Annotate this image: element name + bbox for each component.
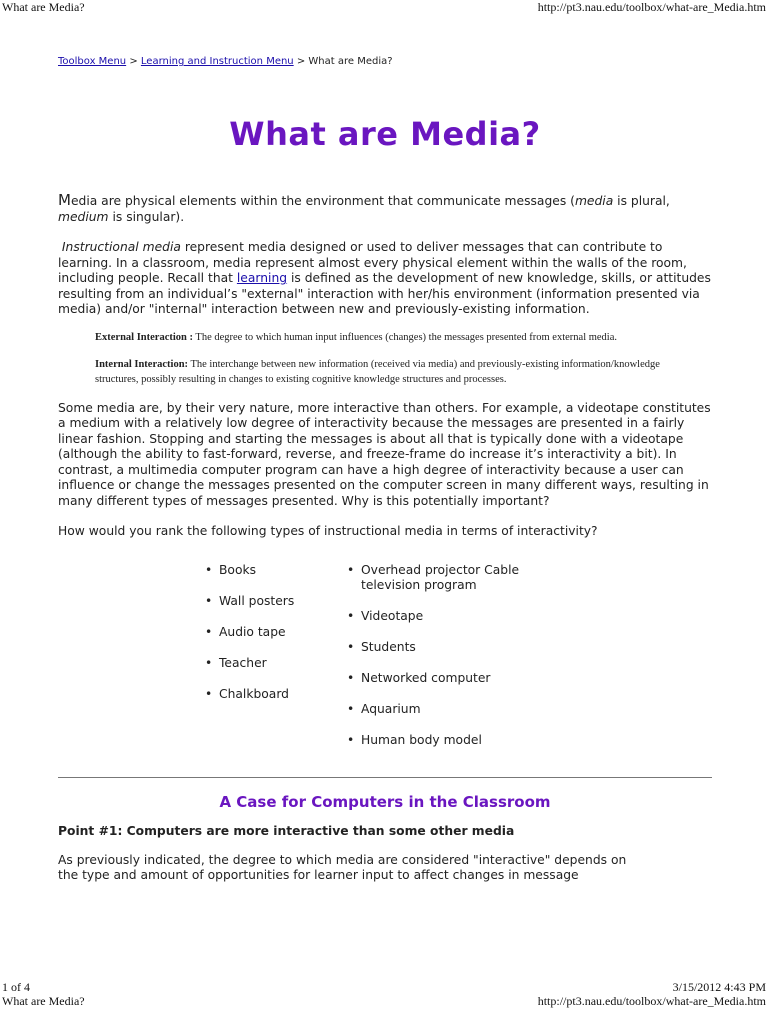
media-lists — [58, 563, 712, 763]
intro-paragraph — [58, 193, 712, 225]
intro-emphasis: medium — [58, 209, 109, 224]
page-content — [58, 56, 712, 884]
ranking-question: How would you rank the following types of instructional media in terms of interactivity? — [58, 524, 598, 538]
list-item: • Audio tape — [203, 625, 333, 640]
print-datetime: 3/15/2012 4:43 PM — [672, 980, 766, 994]
intro-text: is plural, — [613, 194, 670, 208]
media-list-left — [203, 563, 333, 718]
definition-term: External Interaction : — [95, 331, 193, 343]
breadcrumb-separator: > — [129, 56, 138, 67]
internal-interaction-definition — [95, 357, 685, 387]
print-footer-page — [0, 980, 768, 994]
media-list-right — [345, 563, 545, 764]
intro-emphasis: media — [574, 194, 614, 208]
list-item: • Teacher — [203, 656, 333, 671]
print-header — [0, 0, 768, 14]
breadcrumb-current: What are Media? — [308, 56, 393, 67]
page-title: What are Media? — [229, 115, 541, 153]
definition-text: The interchange between new information (received via media) and previously-existing information/knowledge structures, possibly resulting in changes to existing cognitive knowledge structures and processes. — [95, 358, 660, 385]
breadcrumb-toolbox-menu-link[interactable]: Toolbox Menu — [58, 56, 127, 67]
list-item: • Aquarium — [345, 702, 545, 717]
section-divider — [58, 777, 712, 778]
interactivity-paragraph: Some media are, by their very nature, more interactive than others. For example, a videotape constitutes a medium with a relatively low degree of interactivity because the messages are presented in a fairly linear fashion. Stopping and starting the messages is about all that is typically done with a videotape (although the ability to fast-forward, reverse, and freeze-frame do increase it’s interactivity a bit). In contrast, a multimedia computer program can have a high degree of interactivity because a user can influence or change the messages presented on the computer screen in many different ways, resulting in many different types of messages presented. Why is this potentially important? — [58, 400, 711, 508]
list-item: • Networked computer — [345, 671, 545, 686]
learning-link[interactable]: learning — [236, 271, 288, 285]
list-item: • Wall posters — [203, 594, 333, 609]
print-header-url: http://pt3.nau.edu/toolbox/what-are_Media.htm — [537, 0, 766, 14]
list-item: • Students — [345, 640, 545, 655]
print-header-title: What are Media? — [2, 0, 85, 14]
point-1-text: As previously indicated, the degree to which media are considered "interactive" depends on the type and amount of opportunities for learner input to affect changes in message — [58, 852, 627, 882]
print-footer-source — [0, 994, 768, 1008]
print-footer-url: http://pt3.nau.edu/toolbox/what-are_Media.htm — [537, 994, 766, 1008]
list-item: • Chalkboard — [203, 687, 333, 702]
paragraph-text: represent media designed or used to deliver messages that can contribute to learning. In a classroom, media represent almost every physical element within the walls of the room, including people. Recall that — [58, 240, 687, 285]
intro-text: is singular). — [108, 209, 185, 224]
point-1-heading: Point #1: Computers are more interactive than some other media — [58, 823, 515, 838]
section-title: A Case for Computers in the Classroom — [219, 792, 551, 811]
list-item: • Overhead projector Cable television program — [345, 563, 545, 593]
breadcrumb — [58, 56, 712, 67]
list-item: • Human body model — [345, 733, 545, 748]
paragraph-text: is defined as the development of new knowledge, skills, or attitudes resulting from an individual’s "external" interaction with her/his environment (information presented via media) and/or "internal" interaction between new and previously-existing information. — [58, 271, 711, 316]
list-item: • Videotape — [345, 609, 545, 624]
instructional-media-term: Instructional media — [61, 240, 181, 254]
external-interaction-definition — [95, 330, 685, 345]
breadcrumb-learning-menu-link[interactable]: Learning and Instruction Menu — [140, 56, 294, 67]
print-footer-title: What are Media? — [2, 994, 85, 1008]
definition-term: Internal Interaction: — [95, 358, 189, 370]
drop-letter: M — [58, 191, 71, 209]
definition-text: The degree to which human input influences (changes) the messages presented from external media. — [192, 331, 618, 343]
intro-text: edia are physical elements within the environment that communicate messages ( — [70, 194, 575, 208]
breadcrumb-separator: > — [296, 56, 306, 67]
page-number: 1 of 4 — [2, 980, 30, 994]
instructional-media-paragraph — [58, 240, 712, 318]
list-item: • Books — [203, 563, 333, 578]
